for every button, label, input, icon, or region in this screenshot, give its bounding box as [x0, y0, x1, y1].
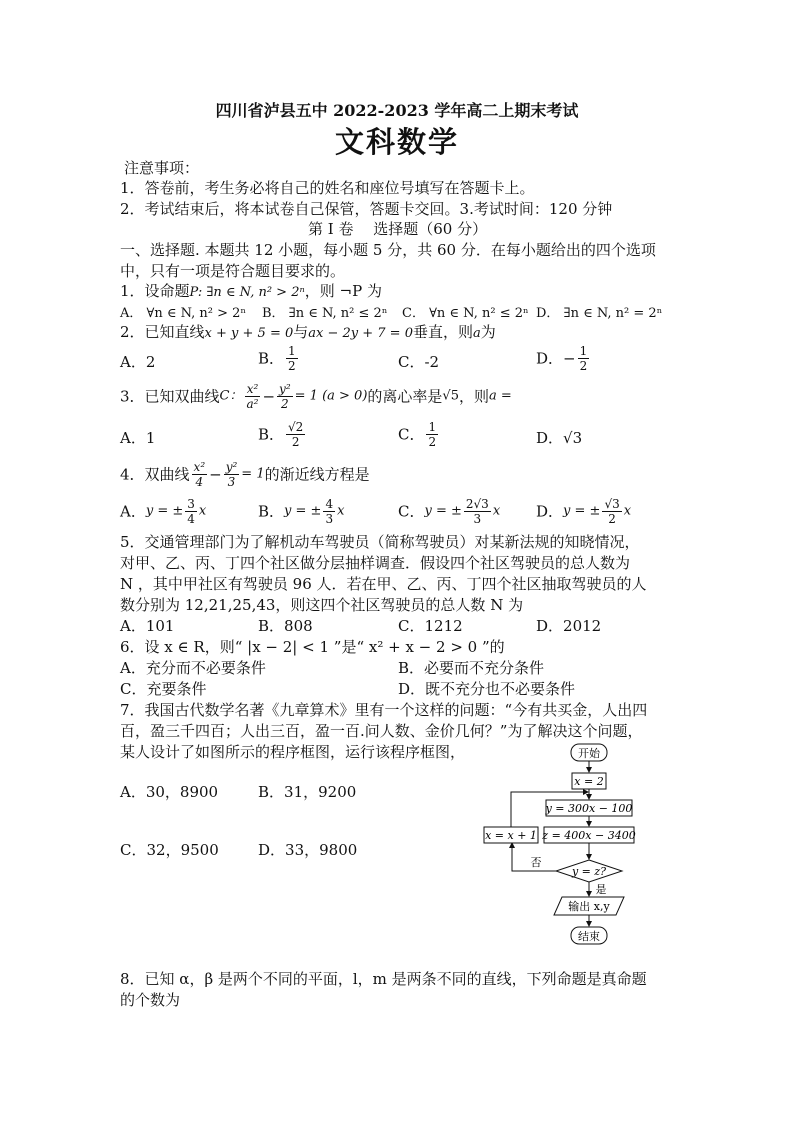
subject-title: 文科数学	[334, 125, 459, 159]
q6-option-a: A．充分而不必要条件	[120, 659, 266, 677]
q7-line-2: 百，盈三千四百；人出三百，盈一百.问人数、金价几何？”为了解决这个问题，	[120, 722, 643, 740]
q1-stem-suffix: ，则 ¬P 为	[304, 282, 382, 300]
q1-stem	[120, 281, 382, 303]
q8-line-2: 的个数为	[120, 991, 181, 1009]
q4-option-b-fraction: $\frac{4}{3}$	[325, 497, 334, 526]
q3-stem: 3．已知双曲线C： $\frac{\text{x²}}{\text{a²}}$ − $\frac{\text{y²}}{2}$ = 1 (a > 0)的离心率是√5，则a =	[120, 382, 512, 411]
flow-start-label: 开始	[578, 747, 600, 760]
section-instruction-1: 一、选择题. 本题共 12 小题，每小题 5 分，共 60 分．在每小题给出的四个选项	[120, 241, 656, 259]
q1-option-c: C． ∀n ∈ N, n² ≤ 2ⁿ	[402, 306, 529, 321]
q4-option-d: D．y = ± $\frac{√3}{2}$ x	[536, 497, 632, 526]
flow-output-label: 输出 x,y	[568, 900, 610, 913]
q4-option-d-fraction: $\frac{√3}{2}$	[604, 497, 620, 526]
q4-option-b: B．y = ± $\frac{4}{3}$ x	[258, 497, 345, 526]
flow-no-label: 否	[530, 856, 542, 869]
q3-fraction-x: $\frac{\text{x²}}{\text{a²}}$	[246, 382, 259, 411]
q5-line-2: 对甲、乙、丙、丁四个社区做分层抽样调查．假设四个社区驾驶员的总人数为	[120, 554, 631, 572]
q4-option-a-fraction: $\frac{3}{4}$	[187, 497, 195, 526]
q6-stem: 6．设 x ∈ R，则“ |x − 2| < 1 ”是“ x² + x − 2 > 0 ”的	[120, 638, 505, 656]
q6-option-b: B．必要而不充分条件	[398, 659, 545, 677]
q7-option-b: B．31，9200	[258, 783, 357, 801]
flow-y-calc-label: y = 300x − 100	[545, 802, 633, 815]
q4-stem: 4．双曲线 $\frac{\text{x²}}{4}$ − $\frac{\text{y²}}{3}$ = 1的渐近线方程是	[120, 460, 370, 489]
q4-option-c: C．y = ± $\frac{2√3}{3}$ x	[398, 497, 501, 526]
q2-option-c: C．-2	[398, 353, 440, 371]
q4-option-a: A．y = ± $\frac{3}{4}$ x	[120, 497, 207, 526]
q5-line-4: 数分别为 12,21,25,43，则这四个社区驾驶员的总人数 N 为	[120, 596, 524, 614]
q6-option-d: D．既不充分也不必要条件	[398, 680, 576, 698]
q5-option-b: B．808	[258, 617, 313, 635]
q7-option-d: D．33，9800	[258, 841, 358, 859]
q4-fraction-x: $\frac{\text{x²}}{4}$	[193, 460, 206, 489]
flow-yes-label: 是	[595, 883, 607, 896]
q1-stem-math: P: ∃n ∈ N, n² > 2ⁿ	[189, 285, 305, 300]
q6-option-c: C．充要条件	[120, 680, 207, 698]
q4-option-c-fraction: $\frac{2√3}{3}$	[465, 497, 489, 526]
q3-option-d: D．√3	[536, 429, 583, 447]
q7-option-c: C．32，9500	[120, 841, 219, 859]
flow-z-calc-label: z = 400x − 3400	[542, 829, 636, 842]
q5-option-a: A．101	[120, 617, 175, 635]
q4-fraction-y: $\frac{\text{y²}}{3}$	[225, 460, 238, 489]
q2-line1: x + y + 5 = 0	[204, 326, 294, 341]
section-title: 第 I 卷 选择题（60 分）	[308, 220, 488, 238]
q1-option-b: B． ∃n ∈ N, n² ≤ 2ⁿ	[262, 306, 388, 321]
q2-option-d-fraction: $\frac{1}{2}$	[579, 344, 588, 373]
q7-line-1: 7．我国古代数学名著《九章算术》里有一个这样的问题：“今有共买金，人出四	[120, 701, 648, 719]
flow-decision-label: y = z?	[571, 865, 607, 878]
q2-option-b: B． $\frac{1}{2}$	[258, 344, 296, 373]
note-item-1: 1．答卷前，考生务必将自己的姓名和座位号填写在答题卡上。	[120, 179, 535, 197]
q2-option-b-fraction: $\frac{1}{2}$	[288, 344, 296, 373]
flow-init-label: x = 2	[574, 775, 604, 788]
q2-line2: ax − 2y + 7 = 0	[308, 326, 413, 341]
q8-line-1: 8．已知 α，β 是两个不同的平面，l，m 是两条不同的直线，下列命题是真命题	[120, 970, 647, 988]
q3-option-a: A．1	[120, 429, 156, 447]
q3-option-c: C． $\frac{1}{2}$	[398, 420, 437, 449]
q1-option-a: A． ∀n ∈ N, n² > 2ⁿ	[120, 306, 247, 321]
flow-end-label: 结束	[578, 930, 600, 943]
section-instruction-2: 中，只有一项是符合题目要求的。	[120, 262, 346, 280]
q3-fraction-y: $\frac{\text{y²}}{2}$	[279, 382, 291, 411]
note-item-2: 2．考试结束后，将本试卷自己保管，答题卡交回。3.考试时间：120 分钟	[120, 200, 613, 218]
q2-option-a: A．2	[120, 353, 156, 371]
q2-option-d: D．− $\frac{1}{2}$	[536, 344, 588, 373]
q3-option-b: B． $\frac{√2}{2}$	[258, 420, 304, 449]
q5-option-c: C．1212	[398, 617, 463, 635]
q5-line-1: 5．交通管理部门为了解机动车驾驶员（简称驾驶员）对某新法规的知晓情况，	[120, 533, 640, 551]
exam-title: 四川省泸县五中 2022-2023 学年高二上期末考试	[215, 101, 579, 120]
q1-stem-prefix: 1．设命题	[120, 282, 190, 300]
q2-stem: 2．已知直线x + y + 5 = 0与ax − 2y + 7 = 0垂直，则a为	[120, 323, 496, 341]
notes-heading: 注意事项：	[124, 159, 200, 177]
q7-line-3: 某人设计了如图所示的程序框图，运行该程序框图，	[120, 743, 466, 761]
q5-option-d: D．2012	[536, 617, 602, 635]
q5-line-3: N ，其中甲社区有驾驶员 96 人．若在甲、乙、丙、丁四个社区抽取驾驶员的人	[120, 575, 647, 593]
q7-option-a: A．30，8900	[120, 783, 219, 801]
q3-option-c-fraction: $\frac{1}{2}$	[428, 420, 437, 449]
q7-flowchart	[478, 738, 678, 950]
q3-option-b-fraction: $\frac{√2}{2}$	[288, 420, 304, 449]
q1-option-d: D． ∃n ∈ N, n² = 2ⁿ	[536, 306, 663, 321]
flow-increment-label: x = x + 1	[485, 829, 537, 842]
